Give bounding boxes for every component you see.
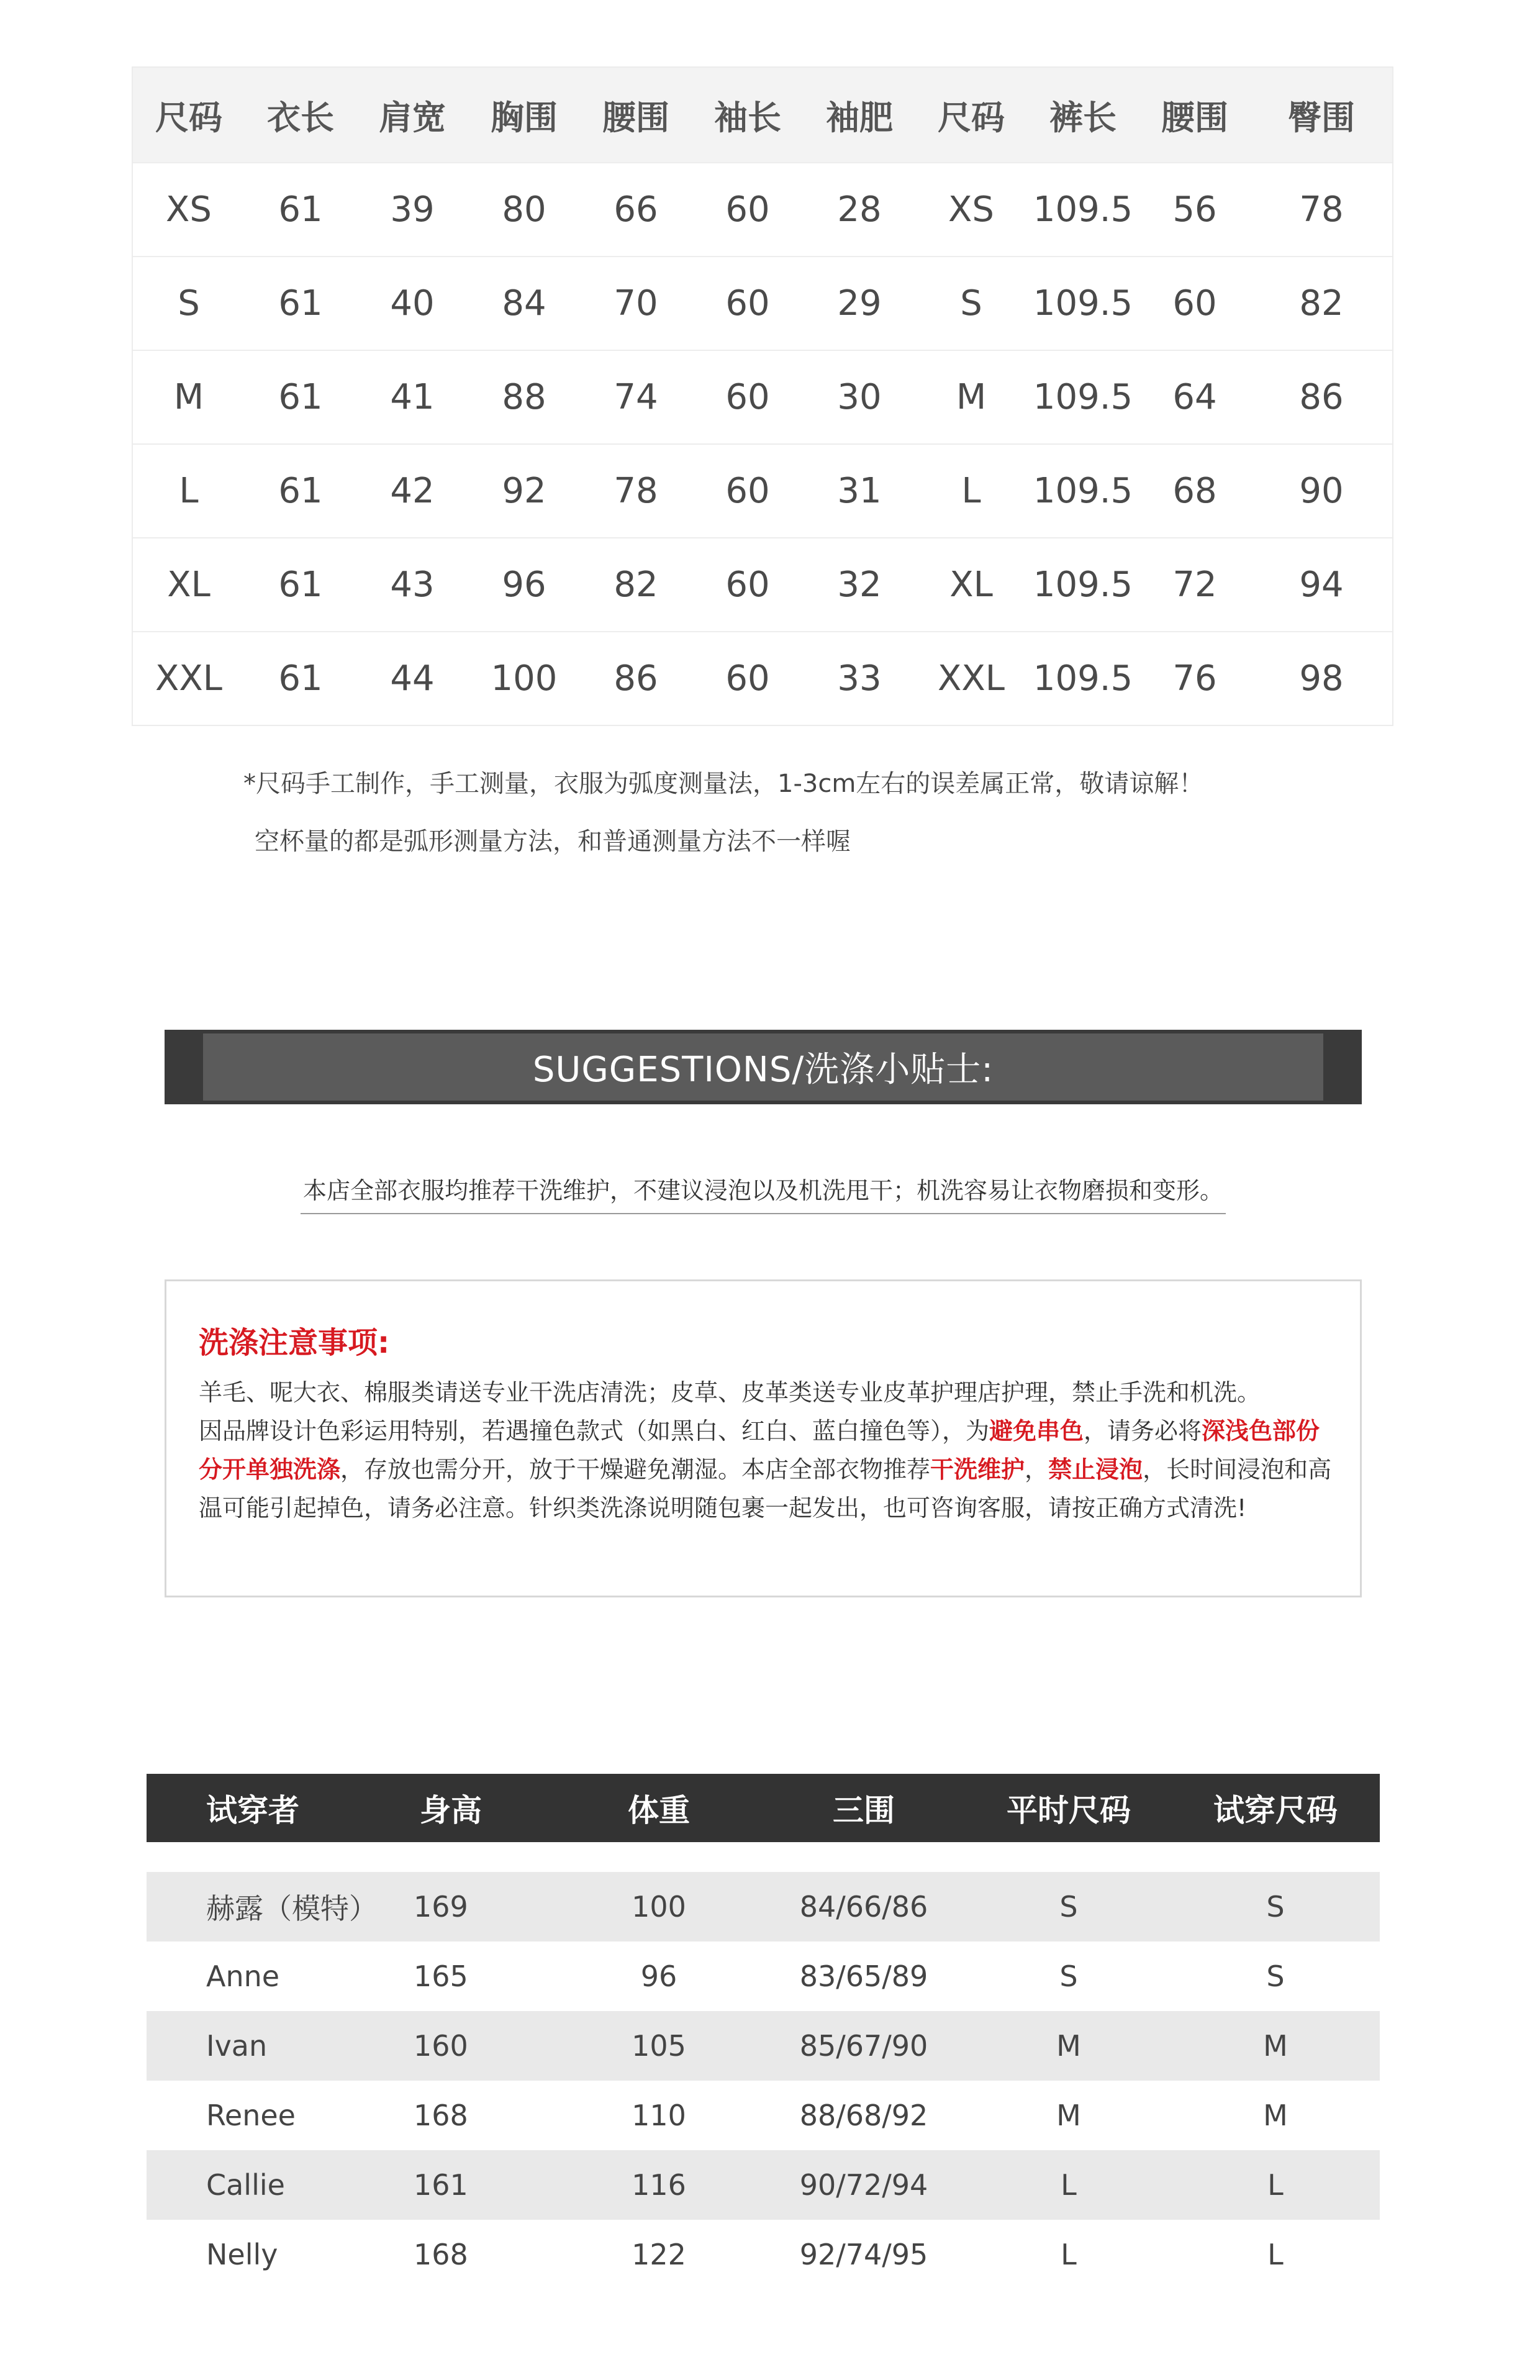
table-cell: 96: [502, 565, 546, 605]
table-cell: Callie: [206, 2168, 285, 2202]
table-cell: 105: [632, 2029, 686, 2063]
table-cell: S: [1059, 1890, 1078, 1924]
table-cell: 28: [837, 189, 882, 230]
table-cell: 109.5: [1033, 471, 1133, 511]
wash-instructions-text: [199, 1373, 1335, 1527]
table-cell: L: [1061, 2168, 1077, 2202]
model-table-header: [147, 1774, 1380, 1842]
wash-highlight: 深浅色部份分开单独洗涤: [199, 1417, 1320, 1483]
table-cell: 82: [614, 565, 658, 605]
size-table-header: [133, 68, 1392, 162]
table-cell: 86: [1299, 377, 1344, 417]
table-cell: 76: [1172, 658, 1217, 699]
table-cell: 78: [614, 471, 658, 511]
table-cell: M: [1056, 2029, 1081, 2063]
table-cell: 84/66/86: [799, 1890, 928, 1924]
table-cell: L: [1267, 2238, 1284, 2271]
header-cell: 尺码: [155, 98, 222, 137]
table-cell: 160: [414, 2029, 468, 2063]
table-cell: 68: [1172, 471, 1217, 511]
header-cell: 试穿者: [206, 1792, 299, 1828]
table-cell: L: [179, 471, 199, 511]
header-cell: 肩宽: [379, 98, 446, 137]
table-cell: XXL: [155, 658, 222, 699]
table-cell: 64: [1172, 377, 1217, 417]
table-cell: 169: [414, 1890, 468, 1924]
suggestions-title: SUGGESTIONS/洗涤小贴士:: [203, 1033, 1323, 1101]
table-cell: 86: [614, 658, 658, 699]
table-cell: L: [961, 471, 981, 511]
table-cell: 60: [725, 565, 770, 605]
table-cell: 110: [632, 2099, 686, 2132]
table-row: [147, 2081, 1380, 2150]
care-recommendation: 本店全部衣服均推荐干洗维护，不建议浸泡以及机洗甩干；机洗容易让衣物磨损和变形。: [301, 1171, 1226, 1214]
table-cell: 70: [614, 283, 658, 324]
table-row: [147, 2150, 1380, 2220]
table-cell: 109.5: [1033, 658, 1133, 699]
header-cell: 袖长: [714, 98, 781, 137]
measurement-note-secondary: 空杯量的都是弧形测量方法，和普通测量方法不一样喔: [255, 827, 851, 856]
table-cell: 61: [278, 565, 323, 605]
table-cell: Ivan: [206, 2029, 268, 2063]
table-cell: L: [1267, 2168, 1284, 2202]
table-cell: S: [178, 283, 200, 324]
header-cell: 腰围: [1161, 98, 1228, 137]
wash-highlight: 干洗维护: [930, 1456, 1025, 1483]
header-cell: 衣长: [267, 98, 334, 137]
table-cell: Anne: [206, 1960, 280, 1993]
header-cell: 尺码: [938, 98, 1005, 137]
table-cell: Nelly: [206, 2238, 278, 2271]
table-cell: 168: [414, 2099, 468, 2132]
table-cell: 109.5: [1033, 377, 1133, 417]
table-cell: 80: [502, 189, 546, 230]
table-cell: 60: [725, 377, 770, 417]
table-cell: 60: [725, 471, 770, 511]
header-cell: 体重: [628, 1792, 690, 1828]
table-cell: 109.5: [1033, 565, 1133, 605]
wash-paragraph: [199, 1412, 1335, 1527]
table-cell: S: [960, 283, 982, 324]
table-cell: XL: [949, 565, 993, 605]
table-cell: 赫露（模特）: [206, 1892, 378, 1925]
table-cell: 88/68/92: [799, 2099, 928, 2132]
wash-text-segment: 因品牌设计色彩运用特别，若遇撞色款式（如黑白、红白、蓝白撞色等），为: [199, 1417, 990, 1445]
measurement-note: *尺码手工制作，手工测量，衣服为弧度测量法，1-3cm左右的误差属正常，敬请谅解！: [243, 770, 1204, 798]
size-table: [132, 66, 1393, 726]
table-row: [133, 162, 1392, 256]
table-cell: 72: [1172, 565, 1217, 605]
table-cell: 84: [502, 283, 546, 324]
wash-instructions-title: 洗涤注意事项:: [199, 1325, 390, 1360]
table-cell: 41: [390, 377, 435, 417]
table-cell: 88: [502, 377, 546, 417]
header-cell: 裤长: [1049, 98, 1116, 137]
table-cell: 40: [390, 283, 435, 324]
table-cell: S: [1059, 1960, 1078, 1993]
header-cell: 腰围: [602, 98, 669, 137]
table-cell: S: [1266, 1890, 1285, 1924]
table-cell: 90/72/94: [799, 2168, 928, 2202]
table-cell: 61: [278, 189, 323, 230]
table-cell: XS: [166, 189, 212, 230]
table-cell: 61: [278, 471, 323, 511]
wash-text-segment: ，存放也需分开，放于干燥避免潮湿。本店全部衣物推荐: [340, 1456, 931, 1483]
table-cell: 42: [390, 471, 435, 511]
table-cell: 98: [1299, 658, 1344, 699]
table-row: [133, 537, 1392, 631]
wash-instructions-box: [165, 1279, 1362, 1597]
table-cell: 83/65/89: [799, 1960, 928, 1993]
table-cell: 92: [502, 471, 546, 511]
table-cell: 30: [837, 377, 882, 417]
table-cell: 85/67/90: [799, 2029, 928, 2063]
table-cell: 61: [278, 283, 323, 324]
table-cell: 161: [414, 2168, 468, 2202]
table-row: [133, 443, 1392, 537]
table-cell: XXL: [938, 658, 1005, 699]
header-cell: 三围: [833, 1792, 895, 1828]
table-cell: 29: [837, 283, 882, 324]
table-row: [147, 1942, 1380, 2011]
wash-text-segment: ，: [1025, 1456, 1049, 1483]
table-cell: M: [1056, 2099, 1081, 2132]
table-cell: 66: [614, 189, 658, 230]
table-row: [147, 1872, 1380, 1942]
wash-highlight: 禁止浸泡: [1048, 1456, 1143, 1483]
table-cell: 31: [837, 471, 882, 511]
table-row: [147, 2220, 1380, 2289]
table-cell: 32: [837, 565, 882, 605]
table-cell: M: [173, 377, 204, 417]
table-row: [147, 2011, 1380, 2081]
wash-highlight: 避免串色: [989, 1417, 1084, 1445]
table-cell: 61: [278, 658, 323, 699]
table-cell: Renee: [206, 2099, 296, 2132]
table-cell: XS: [948, 189, 994, 230]
header-cell: 试穿尺码: [1213, 1792, 1338, 1828]
suggestions-banner: [165, 1030, 1362, 1104]
wash-paragraph: 羊毛、呢大衣、棉服类请送专业干洗店清洗；皮草、皮革类送专业皮革护理店护理，禁止手洗和机洗。: [199, 1379, 1261, 1406]
table-row: [133, 631, 1392, 725]
table-cell: M: [1263, 2029, 1288, 2063]
table-cell: 109.5: [1033, 283, 1133, 324]
table-cell: 165: [414, 1960, 468, 1993]
table-row: [133, 350, 1392, 443]
table-row: [133, 256, 1392, 350]
table-cell: M: [956, 377, 987, 417]
table-cell: S: [1266, 1960, 1285, 1993]
header-cell: 袖肥: [826, 98, 893, 137]
table-cell: 39: [390, 189, 435, 230]
table-cell: 43: [390, 565, 435, 605]
table-cell: 78: [1299, 189, 1344, 230]
table-cell: 44: [390, 658, 435, 699]
table-cell: 100: [632, 1890, 686, 1924]
table-cell: 60: [725, 658, 770, 699]
table-cell: 90: [1299, 471, 1344, 511]
table-cell: 61: [278, 377, 323, 417]
table-cell: 94: [1299, 565, 1344, 605]
table-cell: 116: [632, 2168, 686, 2202]
table-cell: 100: [491, 658, 558, 699]
table-cell: M: [1263, 2099, 1288, 2132]
table-cell: 82: [1299, 283, 1344, 324]
table-cell: 92/74/95: [799, 2238, 928, 2271]
table-cell: 74: [614, 377, 658, 417]
table-cell: 60: [725, 283, 770, 324]
table-cell: 60: [725, 189, 770, 230]
header-cell: 身高: [420, 1792, 482, 1828]
model-fit-table: [147, 1774, 1380, 2289]
header-cell: 臀围: [1288, 98, 1355, 137]
header-cell: 胸围: [491, 98, 558, 137]
table-cell: 122: [632, 2238, 686, 2271]
table-cell: L: [1061, 2238, 1077, 2271]
header-cell: 平时尺码: [1007, 1792, 1131, 1828]
table-cell: 96: [640, 1960, 677, 1993]
table-cell: 60: [1172, 283, 1217, 324]
table-cell: 168: [414, 2238, 468, 2271]
table-cell: XL: [167, 565, 211, 605]
wash-text-segment: ，长时间浸泡和高温可能引起掉色，请务必注意。针织类洗涤说明随包裹一起发出，也可咨询客服，请按正确方式清洗!: [199, 1456, 1332, 1522]
table-cell: 109.5: [1033, 189, 1133, 230]
wash-text-segment: ，请务必将: [1084, 1417, 1202, 1445]
table-cell: 33: [837, 658, 882, 699]
table-cell: 56: [1172, 189, 1217, 230]
spacer: [147, 1842, 1380, 1872]
